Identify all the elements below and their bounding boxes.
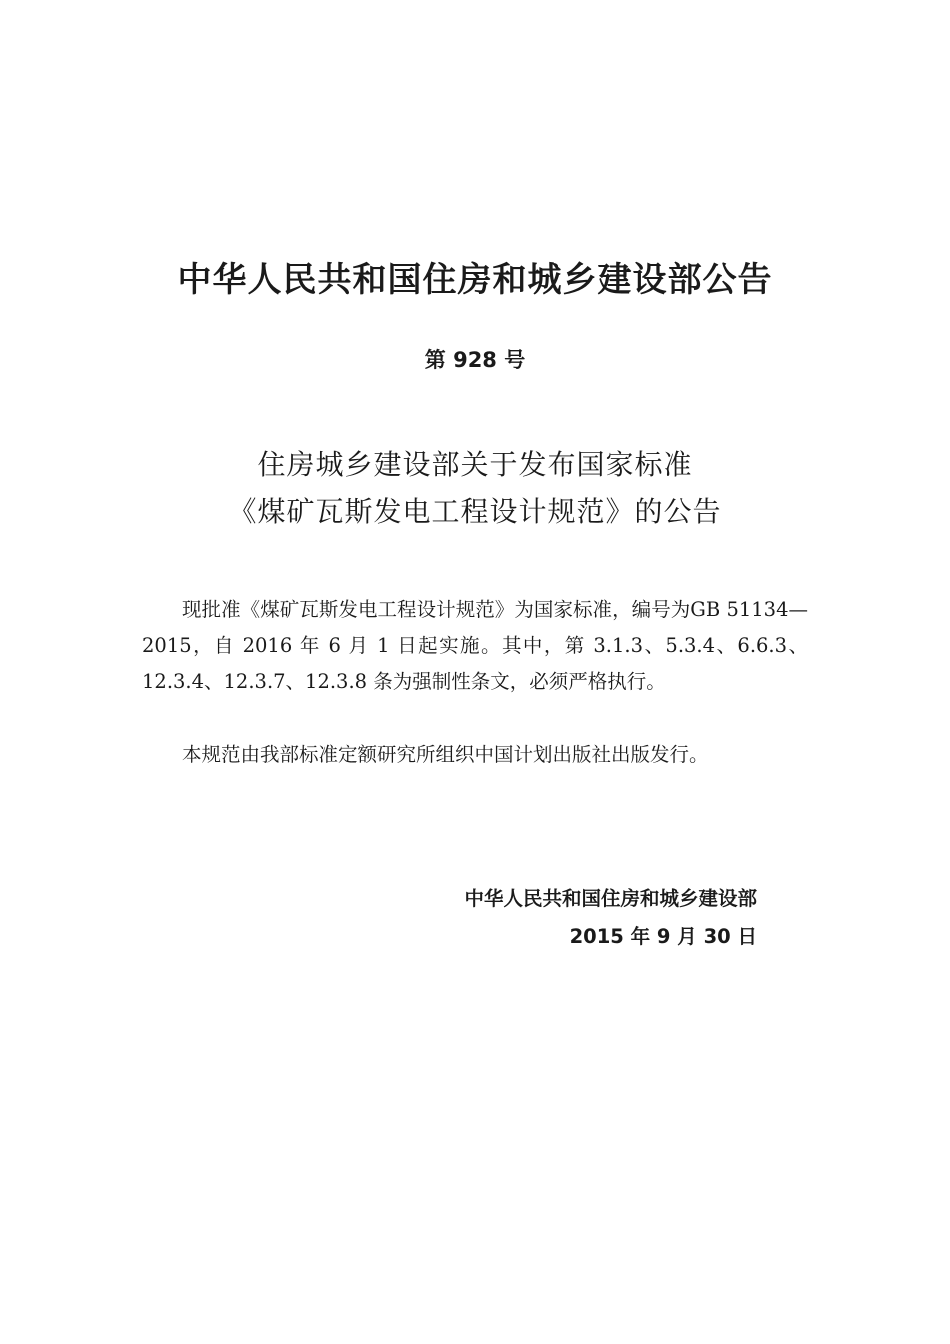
notice-subtitle-line-1: 住房城乡建设部关于发布国家标准 bbox=[257, 448, 693, 481]
announcement-title: 中华人民共和国住房和城乡建设部公告 bbox=[177, 260, 773, 300]
body-paragraph-publisher: 本规范由我部标准定额研究所组织中国计划出版社出版发行。 bbox=[182, 743, 709, 766]
signature-organization: 中华人民共和国住房和城乡建设部 bbox=[464, 887, 757, 910]
signature-date: 2015 年 9 月 30 日 bbox=[569, 925, 757, 948]
notice-subtitle-line-2: 《煤矿瓦斯发电工程设计规范》的公告 bbox=[228, 495, 722, 528]
body-paragraph-approval: 现批准《煤矿瓦斯发电工程设计规范》为国家标准，编号为GB 51134—2015，自 2016 年 6 月 1 日起实施。其中，第 3.1.3、5.3.4、6.6.3、12.3.4、12.3.7、12.3.8 条为强制性条文，必须严格执行。 bbox=[142, 598, 808, 693]
announcement-number: 第 928 号 bbox=[424, 348, 526, 372]
